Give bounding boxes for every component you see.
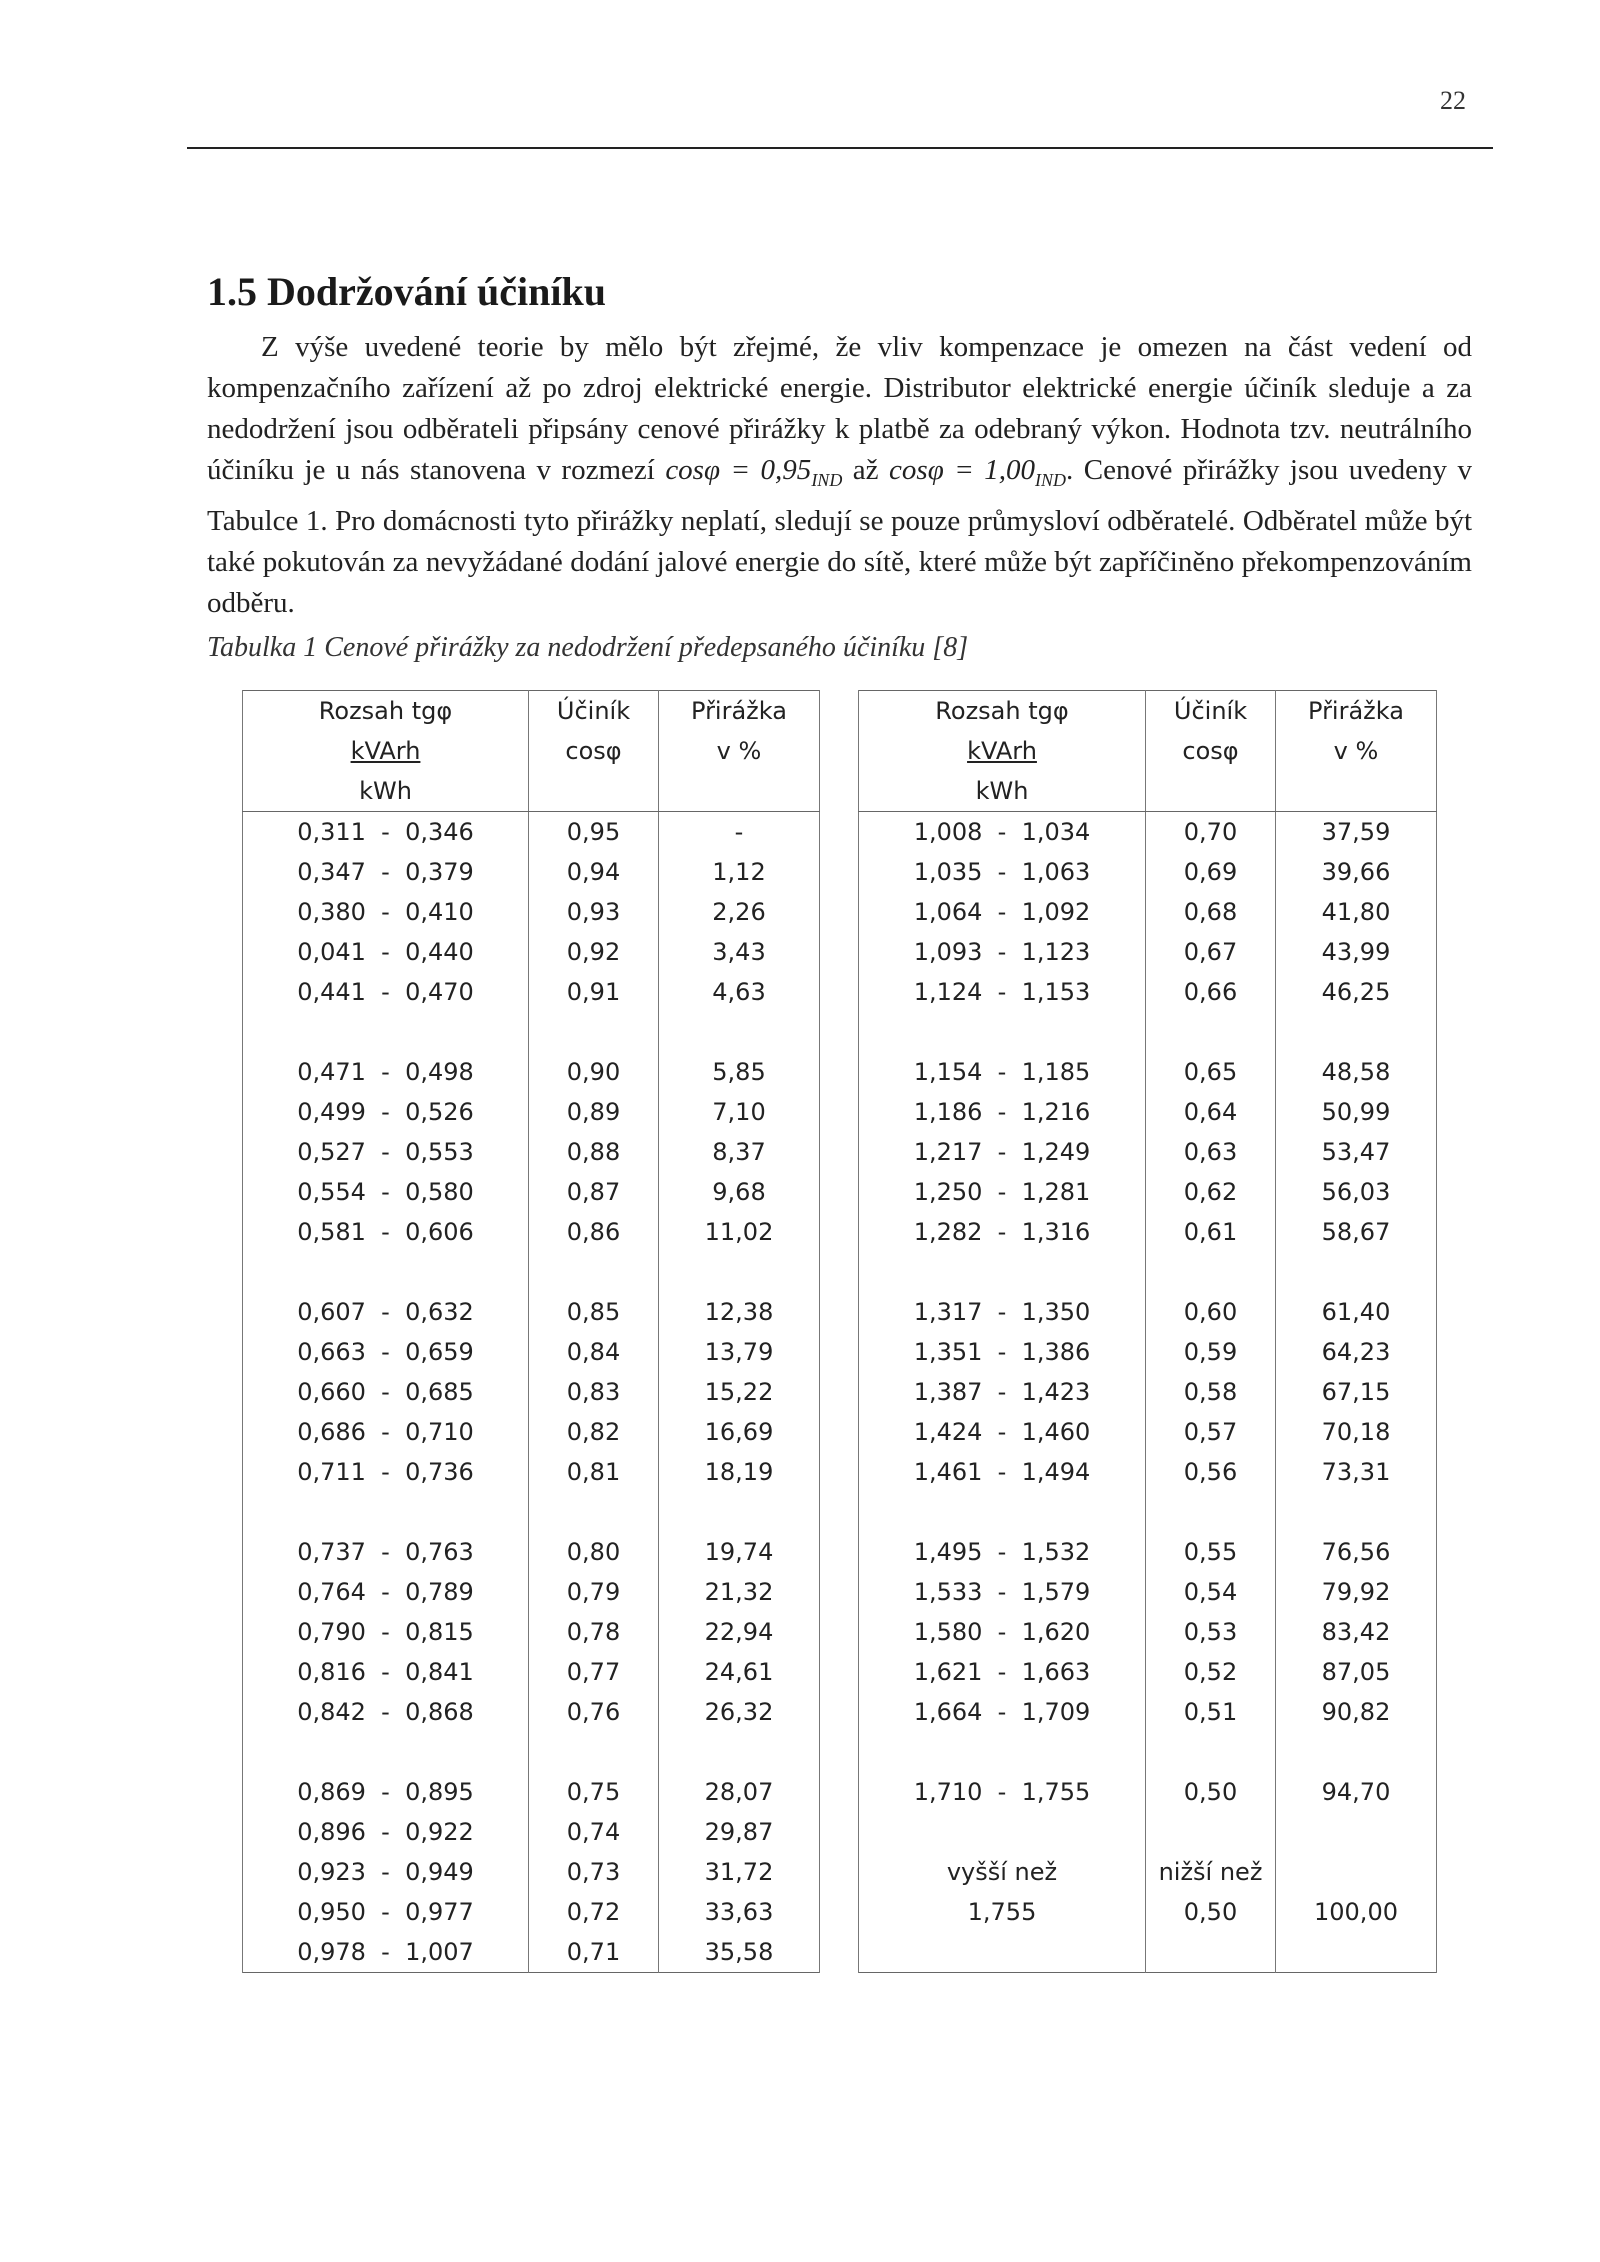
cell-surcharge [659,1252,820,1292]
table-row [243,1372,820,1412]
table-row [243,1772,820,1812]
cell-power-factor [1146,1012,1276,1052]
table-row [243,1732,820,1772]
cell-surcharge: 33,63 [659,1892,820,1932]
cell-surcharge: 35,58 [659,1932,820,1973]
cell-range: 1,317 - 1,350 [859,1292,1146,1332]
cell-power-factor: 0,58 [1146,1372,1276,1412]
cell-power-factor: 0,63 [1146,1132,1276,1172]
cell-range: 1,093 - 1,123 [859,932,1146,972]
cell-range: 0,816 - 0,841 [243,1652,529,1692]
cell-power-factor: 0,85 [529,1292,659,1332]
cell-power-factor: 0,86 [529,1212,659,1252]
cell-range: 1,064 - 1,092 [859,892,1146,932]
table-row [859,1212,1437,1252]
table-row [243,1012,820,1052]
cell-power-factor: 0,77 [529,1652,659,1692]
table-row [859,1292,1437,1332]
cell-range: 1,461 - 1,494 [859,1452,1146,1492]
cell-power-factor [529,1252,659,1292]
cell-surcharge: 50,99 [1276,1092,1437,1132]
header-range: Rozsah tgφ kVArh kWh [243,691,529,812]
cell-range: 0,471 - 0,498 [243,1052,529,1092]
table-row [859,1492,1437,1532]
cell-power-factor: 0,60 [1146,1292,1276,1332]
cell-surcharge: 7,10 [659,1092,820,1132]
cell-surcharge: 48,58 [1276,1052,1437,1092]
cell-power-factor [529,1012,659,1052]
cell-power-factor: 0,72 [529,1892,659,1932]
cell-surcharge: 76,56 [1276,1532,1437,1572]
cell-surcharge [1276,1852,1437,1892]
cell-surcharge: 29,87 [659,1812,820,1852]
cell-surcharge [1276,1932,1437,1973]
cell-surcharge: 43,99 [1276,932,1437,972]
cell-range: 1,154 - 1,185 [859,1052,1146,1092]
cell-surcharge: 12,38 [659,1292,820,1332]
cell-power-factor: nižší než [1146,1852,1276,1892]
cell-range: 1,755 [859,1892,1146,1932]
cell-power-factor: 0,93 [529,892,659,932]
cell-surcharge [1276,1252,1437,1292]
surcharge-table-right [858,690,1437,1973]
cell-power-factor: 0,64 [1146,1092,1276,1132]
table-row [243,932,820,972]
cell-range: 0,978 - 1,007 [243,1932,529,1973]
cell-surcharge: 70,18 [1276,1412,1437,1452]
cell-range: 0,896 - 0,922 [243,1812,529,1852]
header-power-factor: Účiník cosφ [529,691,659,812]
cell-power-factor: 0,70 [1146,812,1276,853]
cell-range [859,1812,1146,1852]
table-row [243,1412,820,1452]
table-row [859,1412,1437,1452]
cell-range: vyšší než [859,1852,1146,1892]
table-row [859,1852,1437,1892]
cell-surcharge: 21,32 [659,1572,820,1612]
table-row [243,1052,820,1092]
page-number: 22 [1440,86,1466,115]
header-rule [187,147,1493,149]
table-row [859,1532,1437,1572]
header-power-factor: Účiník cosφ [1146,691,1276,812]
cell-range: 1,664 - 1,709 [859,1692,1146,1732]
cell-surcharge: 94,70 [1276,1772,1437,1812]
cell-power-factor: 0,74 [529,1812,659,1852]
cell-surcharge: 28,07 [659,1772,820,1812]
cell-surcharge: 83,42 [1276,1612,1437,1652]
table-row [859,1612,1437,1652]
header-surcharge: Přirážka v % [659,691,820,812]
cell-power-factor: 0,94 [529,852,659,892]
cell-surcharge: 79,92 [1276,1572,1437,1612]
cell-power-factor: 0,62 [1146,1172,1276,1212]
cell-power-factor: 0,67 [1146,932,1276,972]
cell-surcharge: 73,31 [1276,1452,1437,1492]
cell-range: 0,737 - 0,763 [243,1532,529,1572]
cell-surcharge: 53,47 [1276,1132,1437,1172]
cell-range: 1,710 - 1,755 [859,1772,1146,1812]
table-row [859,1052,1437,1092]
cell-surcharge [1276,1012,1437,1052]
cell-range: 1,424 - 1,460 [859,1412,1146,1452]
cell-surcharge [659,1492,820,1532]
table-row [243,1812,820,1852]
cell-power-factor [529,1732,659,1772]
cell-surcharge [1276,1492,1437,1532]
cell-range [859,1012,1146,1052]
table-row [859,1252,1437,1292]
cell-surcharge [659,1732,820,1772]
cell-range: 0,041 - 0,440 [243,932,529,972]
cell-range: 0,441 - 0,470 [243,972,529,1012]
cell-power-factor: 0,90 [529,1052,659,1092]
table-row [243,1692,820,1732]
cell-range: 1,580 - 1,620 [859,1612,1146,1652]
cell-surcharge: 3,43 [659,932,820,972]
paragraph-text-3: . Cenové přirážky jsou uvedeny v Tabulce 1. Pro domácnosti tyto přirážky neplatí, sledují se pouze průmysloví odběratelé. Odběratel může být také pokutován za nevyžádané dodání jalové energie do sítě, které může být zapříčiněno překompenzováním odběru. [207,454,1472,619]
table-row [859,812,1437,853]
cell-surcharge: 61,40 [1276,1292,1437,1332]
cell-range [243,1012,529,1052]
table-row [243,892,820,932]
cell-power-factor: 0,88 [529,1132,659,1172]
table-row [859,972,1437,1012]
table-row [859,892,1437,932]
cell-range: 1,008 - 1,034 [859,812,1146,853]
cell-power-factor: 0,61 [1146,1212,1276,1252]
cell-range: 1,621 - 1,663 [859,1652,1146,1692]
table-row [243,1532,820,1572]
cell-surcharge: 18,19 [659,1452,820,1492]
cell-range: 0,923 - 0,949 [243,1852,529,1892]
cell-power-factor: 0,81 [529,1452,659,1492]
cell-surcharge: 56,03 [1276,1172,1437,1212]
cell-power-factor: 0,83 [529,1372,659,1412]
cell-power-factor: 0,68 [1146,892,1276,932]
table-row [243,1252,820,1292]
cell-power-factor: 0,69 [1146,852,1276,892]
table-row [243,1572,820,1612]
cell-range [859,1492,1146,1532]
table-row [243,1492,820,1532]
table-row [243,1892,820,1932]
cell-power-factor [1146,1812,1276,1852]
cell-surcharge: 19,74 [659,1532,820,1572]
cell-range: 1,495 - 1,532 [859,1532,1146,1572]
cell-surcharge: 4,63 [659,972,820,1012]
cell-surcharge: 37,59 [1276,812,1437,853]
cell-range: 0,950 - 0,977 [243,1892,529,1932]
cell-power-factor [529,1492,659,1532]
table-row [243,1172,820,1212]
cell-range: 0,554 - 0,580 [243,1172,529,1212]
cell-range: 0,581 - 0,606 [243,1212,529,1252]
cell-surcharge: 26,32 [659,1692,820,1732]
cell-range [859,1732,1146,1772]
cell-range: 1,387 - 1,423 [859,1372,1146,1412]
cell-power-factor: 0,79 [529,1572,659,1612]
cell-surcharge: 22,94 [659,1612,820,1652]
cell-power-factor: 0,87 [529,1172,659,1212]
cell-power-factor: 0,50 [1146,1892,1276,1932]
cell-power-factor [1146,1732,1276,1772]
cell-range: 0,842 - 0,868 [243,1692,529,1732]
cell-surcharge: - [659,812,820,853]
cell-power-factor [1146,1252,1276,1292]
cell-power-factor: 0,57 [1146,1412,1276,1452]
section-title: Dodržování účiníku [267,269,606,314]
cell-range: 0,607 - 0,632 [243,1292,529,1332]
table-row [859,1012,1437,1052]
table-row [243,1932,820,1973]
cell-surcharge: 15,22 [659,1372,820,1412]
cell-surcharge: 2,26 [659,892,820,932]
cell-range: 1,282 - 1,316 [859,1212,1146,1252]
cell-power-factor: 0,82 [529,1412,659,1452]
cell-range: 0,869 - 0,895 [243,1772,529,1812]
table-row [859,1932,1437,1973]
cell-range: 1,250 - 1,281 [859,1172,1146,1212]
cell-range: 0,711 - 0,736 [243,1452,529,1492]
cell-power-factor: 0,92 [529,932,659,972]
table-caption: Tabulka 1 Cenové přirážky za nedodržení předepsaného účiníku [8] [207,632,969,663]
header-surcharge: Přirážka v % [1276,691,1437,812]
surcharge-table-left [242,690,820,1973]
cell-power-factor: 0,91 [529,972,659,1012]
cell-range: 0,499 - 0,526 [243,1092,529,1132]
cell-surcharge: 39,66 [1276,852,1437,892]
table-row [859,1372,1437,1412]
table-row [859,1452,1437,1492]
formula-neutral-upper: $\cos\varphi = 1,00_{IND}$ [889,454,1067,490]
table-row [859,1892,1437,1932]
table-row [859,1332,1437,1372]
surcharge-table-left-body [243,812,820,1973]
cell-range: 0,527 - 0,553 [243,1132,529,1172]
cell-power-factor: 0,51 [1146,1692,1276,1732]
table-row [243,1652,820,1692]
cell-range: 1,217 - 1,249 [859,1132,1146,1172]
cell-power-factor: 0,66 [1146,972,1276,1012]
cell-power-factor: 0,50 [1146,1772,1276,1812]
table-row [859,1172,1437,1212]
cell-range [243,1492,529,1532]
cell-surcharge: 31,72 [659,1852,820,1892]
cell-surcharge: 67,15 [1276,1372,1437,1412]
cell-power-factor: 0,84 [529,1332,659,1372]
cell-range: 1,186 - 1,216 [859,1092,1146,1132]
cell-range: 0,663 - 0,659 [243,1332,529,1372]
cell-range: 0,686 - 0,710 [243,1412,529,1452]
cell-surcharge: 87,05 [1276,1652,1437,1692]
table-row [243,1332,820,1372]
paragraph-text-2: až [842,454,890,486]
table-row [243,812,820,853]
cell-surcharge [1276,1812,1437,1852]
cell-range: 1,351 - 1,386 [859,1332,1146,1372]
formula-neutral-lower: $\cos\varphi = 0,95_{IND}$ [665,454,843,490]
table-row [859,852,1437,892]
cell-power-factor: 0,53 [1146,1612,1276,1652]
table-row [859,932,1437,972]
cell-surcharge: 58,67 [1276,1212,1437,1252]
cell-power-factor: 0,73 [529,1852,659,1892]
cell-power-factor: 0,65 [1146,1052,1276,1092]
table-row [859,1652,1437,1692]
cell-surcharge: 8,37 [659,1132,820,1172]
table-row [859,1572,1437,1612]
cell-power-factor [1146,1492,1276,1532]
cell-range: 0,790 - 0,815 [243,1612,529,1652]
cell-range: 0,347 - 0,379 [243,852,529,892]
cell-range: 0,660 - 0,685 [243,1372,529,1412]
body-paragraph [207,327,1472,624]
header-range: Rozsah tgφ kVArh kWh [859,691,1146,812]
table-row [859,1132,1437,1172]
surcharge-table-right-body [859,812,1437,1973]
table-row [243,972,820,1012]
table-row [243,1452,820,1492]
cell-power-factor: 0,56 [1146,1452,1276,1492]
table-row [859,1772,1437,1812]
cell-surcharge [1276,1732,1437,1772]
table-row [243,1092,820,1132]
cell-surcharge: 1,12 [659,852,820,892]
cell-power-factor: 0,80 [529,1532,659,1572]
table-row [859,1812,1437,1852]
cell-power-factor: 0,54 [1146,1572,1276,1612]
cell-surcharge: 24,61 [659,1652,820,1692]
table-row [243,852,820,892]
cell-surcharge: 13,79 [659,1332,820,1372]
table-row [859,1692,1437,1732]
paragraph-text-1: Z výše uvedené teorie by mělo být zřejmé, že vliv kompenzace je omezen na část vedení od kompenzačního zařízení až po zdroj elektrické energie. Distributor elektrické energie účiník sleduje a za nedodržení jsou odběrateli připsány cenové přirážky k platbě za odebraný výkon. Hodnota tzv. neutrálního účiníku je u nás stanovena v rozmezí [207,331,1472,486]
cell-power-factor: 0,75 [529,1772,659,1812]
table-row [859,1732,1437,1772]
table-row [243,1612,820,1652]
cell-range: 0,311 - 0,346 [243,812,529,853]
cell-surcharge: 41,80 [1276,892,1437,932]
cell-surcharge: 100,00 [1276,1892,1437,1932]
cell-surcharge: 11,02 [659,1212,820,1252]
cell-surcharge: 9,68 [659,1172,820,1212]
table-row [243,1212,820,1252]
cell-range [859,1932,1146,1973]
cell-power-factor: 0,59 [1146,1332,1276,1372]
cell-power-factor: 0,78 [529,1612,659,1652]
table-row [243,1292,820,1332]
cell-range [859,1252,1146,1292]
table-row [243,1852,820,1892]
cell-range [243,1732,529,1772]
section-heading [207,268,606,315]
section-number: 1.5 [207,269,257,314]
cell-range [243,1252,529,1292]
cell-power-factor: 0,52 [1146,1652,1276,1692]
cell-range: 1,035 - 1,063 [859,852,1146,892]
cell-power-factor: 0,95 [529,812,659,853]
cell-surcharge: 16,69 [659,1412,820,1452]
cell-power-factor: 0,76 [529,1692,659,1732]
table-row [243,1132,820,1172]
cell-range: 0,380 - 0,410 [243,892,529,932]
cell-power-factor [1146,1932,1276,1973]
cell-power-factor: 0,89 [529,1092,659,1132]
cell-surcharge: 64,23 [1276,1332,1437,1372]
cell-surcharge: 5,85 [659,1052,820,1092]
cell-surcharge: 46,25 [1276,972,1437,1012]
cell-range: 1,533 - 1,579 [859,1572,1146,1612]
cell-range: 1,124 - 1,153 [859,972,1146,1012]
cell-surcharge: 90,82 [1276,1692,1437,1732]
cell-power-factor: 0,71 [529,1932,659,1973]
cell-power-factor: 0,55 [1146,1532,1276,1572]
table-row [859,1092,1437,1132]
cell-surcharge [659,1012,820,1052]
cell-range: 0,764 - 0,789 [243,1572,529,1612]
